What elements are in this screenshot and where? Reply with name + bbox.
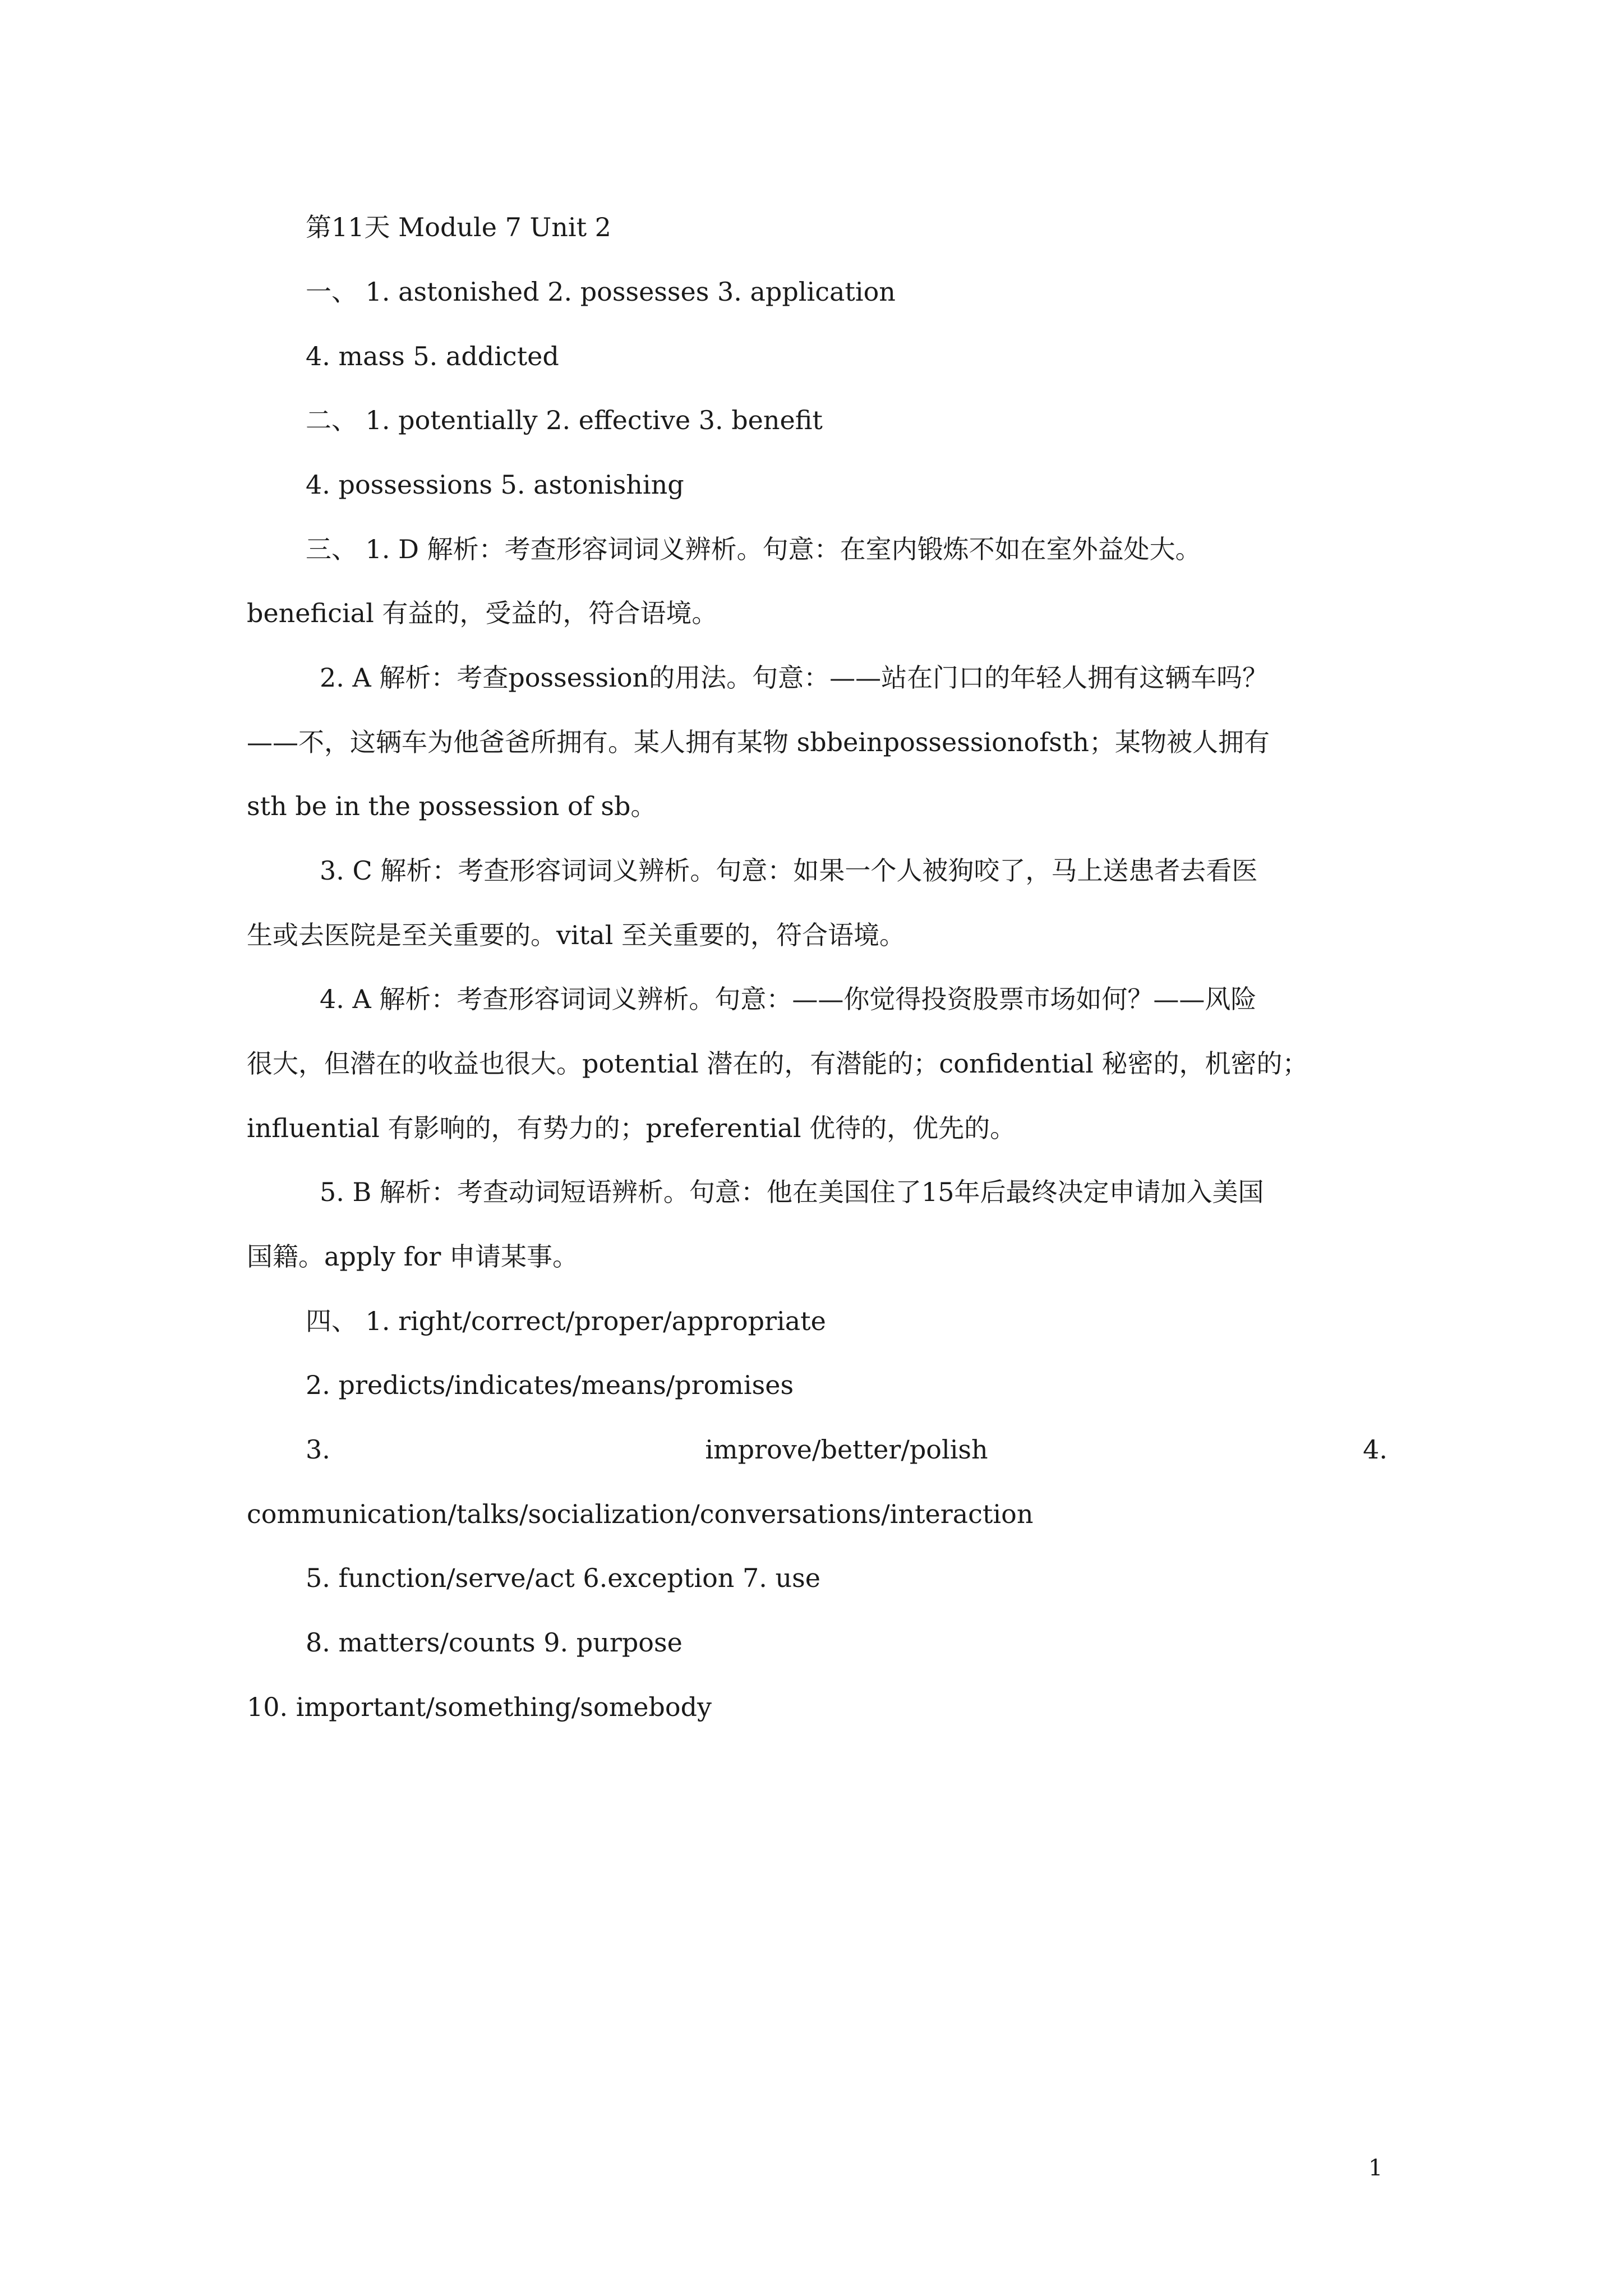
text-line: 4. A 解析：考查形容词词义辨析。句意：——你觉得投资股票市场如何？——风险 — [320, 984, 1257, 1014]
text-line: 2. A 解析：考查possession的用法。句意：——站在门口的年轻人拥有这辆车吗？ — [320, 662, 1269, 693]
text-line: 10. important/something/somebody — [247, 1692, 712, 1722]
text-line: 4. possessions 5. astonishing — [306, 470, 684, 500]
item-number: 4. — [1363, 1434, 1387, 1465]
answer-text: improve/better/polish — [705, 1434, 988, 1465]
text-line: 5. function/serve/act 6.exception 7. use — [306, 1563, 820, 1593]
text-line: 3. C 解析：考查形容词词义辨析。句意：如果一个人被狗咬了，马上送患者去看医 — [320, 855, 1258, 886]
text-line: 4. mass 5. addicted — [306, 341, 559, 371]
text-line: influential 有影响的，有势力的；preferential 优待的，优先的。 — [247, 1113, 1016, 1143]
text-line: 很大，但潜在的收益也很大。potential 潜在的，有潜能的；confidential 秘密的，机密的； — [247, 1048, 1308, 1079]
justified-line — [306, 1431, 1387, 1468]
text-line: ——不，这辆车为他爸爸所拥有。某人拥有某物 sbbeinpossessionofsth；某物被人拥有 — [247, 727, 1270, 757]
text-line: 一、 1. astonished 2. possesses 3. application — [306, 277, 896, 307]
text-line: sth be in the possession of sb。 — [247, 791, 657, 821]
text-line: beneficial 有益的，受益的，符合语境。 — [247, 598, 718, 628]
text-line: 国籍。apply for 申请某事。 — [247, 1241, 578, 1272]
text-line: 四、 1. right/correct/proper/appropriate — [306, 1306, 826, 1336]
text-line: communication/talks/socialization/conversations/interaction — [247, 1499, 1034, 1529]
text-line: 生或去医院是至关重要的。vital 至关重要的，符合语境。 — [247, 920, 905, 950]
page-number: 1 — [1368, 2155, 1383, 2181]
text-line: 8. matters/counts 9. purpose — [306, 1627, 683, 1658]
heading-line: 第11天 Module 7 Unit 2 — [306, 212, 611, 242]
text-line: 2. predicts/indicates/means/promises — [306, 1370, 794, 1400]
text-line: 三、 1. D 解析：考查形容词词义辨析。句意：在室内锻炼不如在室外益处大。 — [306, 534, 1201, 564]
item-number: 3. — [306, 1434, 330, 1465]
text-line: 5. B 解析：考查动词短语辨析。句意：他在美国住了15年后最终决定申请加入美国 — [320, 1177, 1264, 1207]
text-line: 二、 1. potentially 2. effective 3. benefit — [306, 405, 823, 435]
